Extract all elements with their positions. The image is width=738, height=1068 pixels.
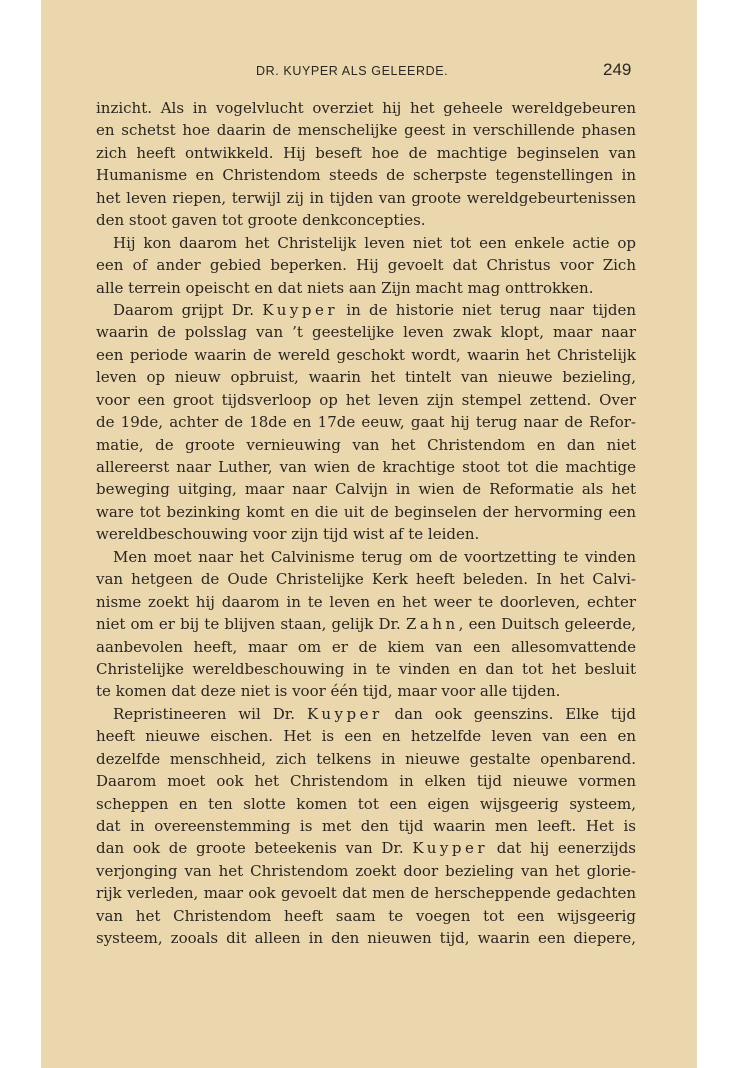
text-segment: dan ook geenszins. Elke tijd: [382, 704, 636, 723]
text-line: Humanisme en Christendom steeds de scherpste tegenstellingen in: [96, 166, 636, 185]
text-line: [96, 299, 636, 321]
text-line: van hetgeen de Oude Christelijke Kerk heeft beleden. In het Calvi-: [96, 570, 636, 589]
text-line: beweging uitging, maar naar Calvijn in wien de Reformatie als het: [96, 480, 636, 499]
spaced-name: Kuyper: [262, 300, 339, 319]
text-line: dat in overeenstemming is met den tijd waarin men leeft. Het is: [96, 817, 636, 835]
text-line: systeem, zooals dit alleen in den nieuwen tijd, waarin een diepere,: [96, 929, 636, 948]
text-line: alle terrein opeischt en dat niets aan Zijn macht mag onttrokken.: [96, 278, 594, 297]
text-line: zich heeft ontwikkeld. Hij beseft hoe de machtige beginselen van: [96, 143, 636, 162]
text-segment: niet om er bij te blijven staan, gelijk Dr.: [96, 615, 406, 634]
text-line: ware tot bezinking komt en die uit de beginselen der hervorming een: [96, 502, 636, 521]
text-line: wereldbeschouwing voor zijn tijd wist af te leiden.: [96, 525, 480, 544]
spaced-name: Kuyper: [412, 839, 489, 858]
spaced-name: Zahn: [405, 615, 459, 634]
text-line: Daarom moet ook het Christendom in elken tijd nieuwe vormen: [96, 772, 636, 791]
text-line: Hij kon daarom het Christelijk leven niet tot een enkele actie op: [113, 233, 636, 252]
text-line: aanbevolen heeft, maar om er de kiem van een allesomvattende: [96, 637, 636, 656]
text-line: Christelijke wereldbeschouwing in te vinden en dan tot het besluit: [96, 659, 636, 678]
text-line: leven op nieuw opbruist, waarin het tintelt van nieuwe bezieling,: [96, 368, 636, 387]
text-line: een periode waarin de wereld geschokt wordt, waarin het Christelijk: [96, 345, 636, 364]
text-line: rijk verleden, maar ook gevoelt dat men de herscheppende gedachten: [96, 884, 636, 903]
text-line: allereerst naar Luther, van wien de krachtige stoot tot die machtige: [96, 458, 636, 476]
text-line: het leven riepen, terwijl zij in tijden van groote wereldgebeurtenissen: [96, 188, 636, 207]
text-segment: dat hij eenerzijds: [488, 839, 636, 858]
text-line: een of ander gebied beperken. Hij gevoelt dat Christus voor Zich: [96, 256, 636, 275]
body-text: [96, 97, 636, 950]
text-segment: Daarom grijpt Dr.: [113, 300, 263, 319]
text-line: [96, 837, 636, 859]
text-line: scheppen en ten slotte komen tot een eigen wijsgeerig systeem,: [96, 794, 636, 813]
running-title: DR. KUYPER ALS GELEERDE.: [256, 64, 449, 78]
text-line: den stoot gaven tot groote denkconcepties.: [96, 211, 426, 230]
text-segment: in de historie niet terug naar tijden: [338, 300, 636, 319]
text-line: inzicht. Als in vogelvlucht overziet hij het geheele wereldgebeuren: [96, 99, 636, 117]
text-line: dezelfde menschheid, zich telkens in nieuwe gestalte openbarend.: [96, 749, 636, 768]
text-line: waarin de polsslag van ’t geestelijke leven zwak klopt, maar naar: [96, 323, 636, 342]
text-line: en schetst hoe daarin de menschelijke geest in verschillende phasen: [96, 121, 636, 140]
spaced-name: Kuyper: [306, 704, 383, 723]
text-line: verjonging van het Christendom zoekt door bezieling van het glorie-: [96, 861, 636, 880]
text-segment: dan ook de groote beteekenis van Dr.: [96, 839, 413, 858]
text-line: [96, 703, 636, 725]
page-header: [41, 62, 697, 82]
text-line: Men moet naar het Calvinisme terug om de voortzetting te vinden: [113, 547, 636, 566]
text-line: de 19de, achter de 18de en 17de eeuw, gaat hij terug naar de Refor-: [96, 413, 636, 432]
text-line: te komen dat deze niet is voor één tijd, maar voor alle tijden.: [96, 682, 561, 701]
text-line: heeft nieuwe eischen. Het is een en hetzelfde leven van een en: [96, 727, 636, 746]
page-number: 249: [603, 60, 632, 79]
text-line: [96, 613, 636, 635]
text-line: voor een groot tijdsverloop op het leven zijn stempel zettend. Over: [96, 390, 636, 409]
text-segment: Repristineeren wil Dr.: [113, 704, 307, 723]
text-segment: , een Duitsch geleerde,: [458, 615, 636, 634]
text-line: van het Christendom heeft saam te voegen tot een wijsgeerig: [96, 906, 636, 925]
text-line: nisme zoekt hij daarom in te leven en het weer te doorleven, echter: [96, 592, 636, 611]
book-page: [41, 0, 697, 1068]
text-line: matie, de groote vernieuwing van het Christendom en dan niet: [96, 435, 636, 454]
